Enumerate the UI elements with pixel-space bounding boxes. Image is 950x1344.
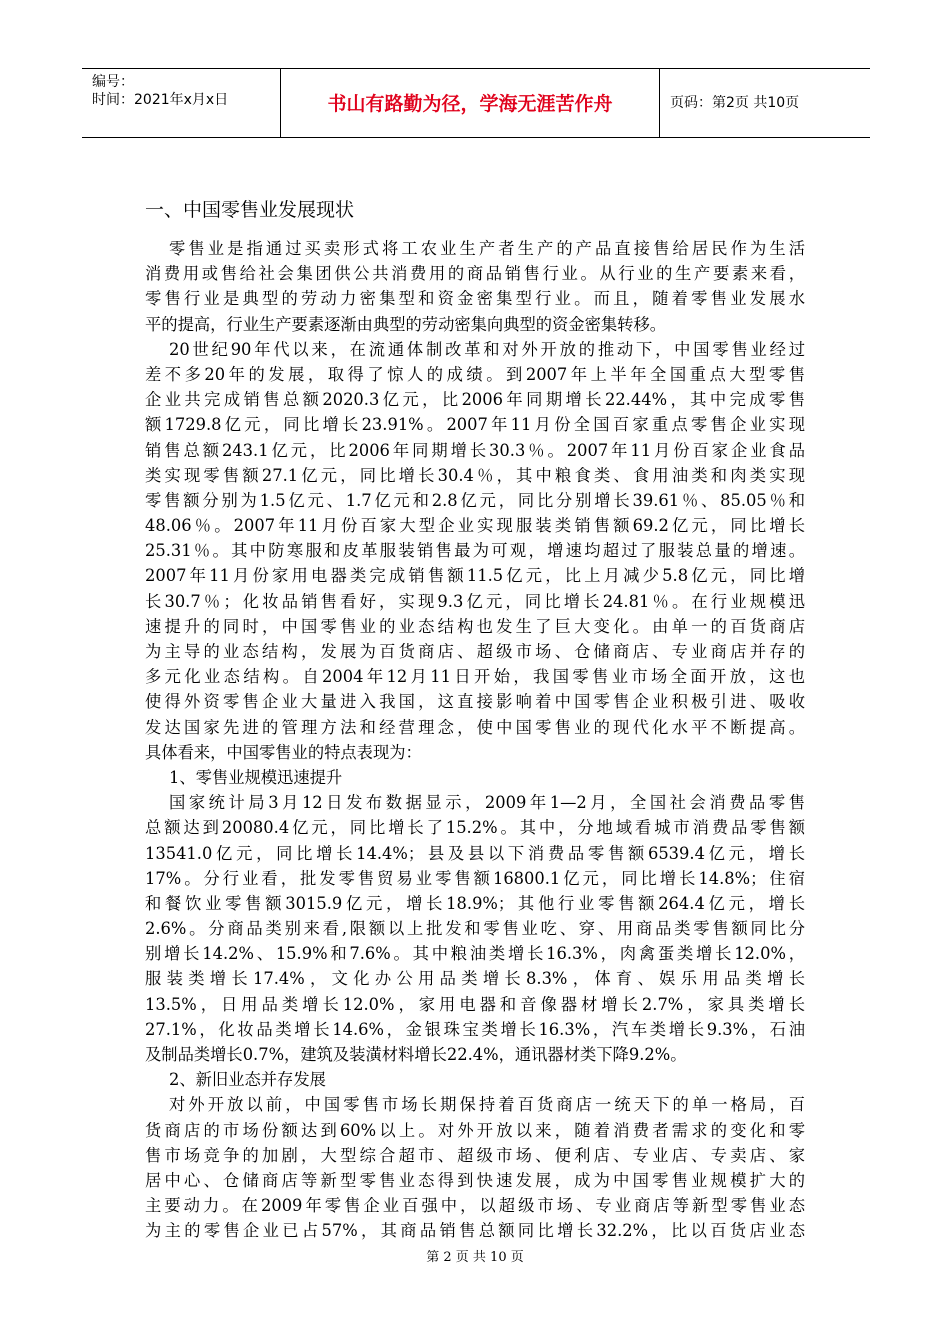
text-line: 2.6%。分商品类别来看,限额以上批发和零售业吃、穿、用商品类零售额同比分: [145, 919, 805, 939]
text-line: 零售行业是典型的劳动力密集型和资金密集型行业。而且，随着零售业发展水: [145, 289, 805, 309]
text-line: 和餐饮业零售额3015.9亿元，增长18.9%；其他行业零售额264.4亿元，增长: [145, 893, 805, 913]
text-line: 平的提高，行业生产要素逐渐由典型的劳动密集向典型的资金密集转移。: [145, 314, 667, 334]
header-left-cell: [82, 69, 281, 137]
text-line: 零售额分别为1.5亿元、1.7亿元和2.8亿元，同比分别增长39.61％、85.05％和: [145, 490, 805, 510]
text-line: 额1729.8亿元，同比增长23.91%。2007年11月份全国百家重点零售企业实现: [145, 415, 805, 435]
text-line: 企业共完成销售总额2020.3亿元，比2006年同期增长22.44%，其中完成零售: [145, 390, 805, 410]
text-line: 服装类增长17.4%，文化办公用品类增长8.3%，体育、娱乐用品类增长: [145, 969, 805, 989]
time-label: 时间：2021年x月x日: [92, 92, 229, 108]
text-line: 总额达到20080.4亿元，同比增长了15.2%。其中，分地域看城市消费品零售额: [145, 818, 805, 838]
text-line: 2007年11月份家用电器类完成销售额11.5亿元，比上月减少5.8亿元，同比增: [145, 566, 805, 586]
text-line: 差不多20年的发展，取得了惊人的成绩。到2007年上半年全国重点大型零售: [145, 364, 805, 384]
text-line: 零售业是指通过买卖形式将工农业生产者生产的产品直接售给居民作为生活: [169, 239, 805, 258]
text-line: 货商店的市场份额达到60%以上。对外开放以来，随着消费者需求的变化和零: [145, 1120, 805, 1140]
document-header: [82, 68, 870, 138]
text-line: 主要动力。在2009年零售企业百强中，以超级市场、专业商店等新型零售业态: [145, 1196, 805, 1216]
subheading: 2、新旧业态并存发展: [169, 1070, 326, 1090]
text-line: 20世纪90年代以来，在流通体制改革和对外开放的推动下，中国零售业经过: [169, 339, 805, 359]
text-line: 类实现零售额27.1亿元，同比增长30.4％，其中粮食类、食用油类和肉类实现: [145, 465, 805, 485]
text-line: 25.31％。其中防寒服和皮革服装销售最为可观，增速均超过了服装总量的增速。: [145, 541, 805, 561]
number-label: 编号：: [92, 74, 134, 90]
text-line: 具体看来，中国零售业的特点表现为：: [145, 742, 422, 762]
text-line: 售市场竞争的加剧，大型综合超市、超级市场、便利店、专业店、专卖店、家: [145, 1145, 805, 1165]
text-line: 多元化业态结构。自2004年12月11日开始，我国零售业市场全面开放，这也: [145, 667, 805, 687]
text-line: 国家统计局3月12日发布数据显示，2009年1—2月，全国社会消费品零售: [169, 793, 805, 813]
body-text: [145, 236, 805, 1244]
text-line: 消费用或售给社会集团供公共消费用的商品销售行业。从行业的生产要素来看，: [145, 264, 805, 284]
text-line: 48.06％。2007年11月份百家大型企业实现服装类销售额69.2亿元，同比增长: [145, 516, 805, 536]
text-line: 27.1%，化妆品类增长14.6%，金银珠宝类增长16.3%，汽车类增长9.3%，石油: [145, 1019, 805, 1039]
section-title: 一、中国零售业发展现状: [145, 199, 355, 221]
text-line: 及制品类增长0.7%，建筑及装潢材料增长22.4%，通讯器材类下降9.2%。: [145, 1045, 687, 1064]
text-line: 对外开放以前，中国零售市场长期保持着百货商店一统天下的单一格局，百: [169, 1095, 805, 1115]
text-line: 为主的零售企业已占57%，其商品销售总额同比增长32.2%，比以百货店业态: [145, 1221, 805, 1241]
text-line: 速提升的同时，中国零售业的业态结构也发生了巨大变化。由单一的百货商店: [145, 616, 805, 636]
text-line: 长30.7％；化妆品销售看好，实现9.3亿元，同比增长24.81％。在行业规模迅: [145, 591, 805, 611]
text-line: 13541.0亿元，同比增长14.4%；县及县以下消费品零售额6539.4亿元，增长: [145, 843, 805, 863]
subheading: 1、零售业规模迅速提升: [169, 767, 343, 787]
header-page-cell: [660, 69, 870, 137]
text-line: 销售总额243.1亿元，比2006年同期增长30.3％。2007年11月份百家企业食品: [145, 440, 805, 460]
page-footer: 第 2 页 共 10 页: [426, 1250, 524, 1265]
text-line: 居中心、仓储商店等新型零售业态得到快速发展，成为中国零售业规模扩大的: [145, 1170, 805, 1190]
header-page-info: 页码：第2页 共10页: [670, 95, 800, 111]
text-line: 别增长14.2%、15.9%和7.6%。其中粮油类增长16.3%，肉禽蛋类增长12.0%，: [145, 944, 805, 964]
text-line: 13.5%，日用品类增长12.0%，家用电器和音像器材增长2.7%，家具类增长: [145, 994, 805, 1014]
text-line: 使得外资零售企业大量进入我国，这直接影响着中国零售企业积极引进、吸收: [145, 692, 805, 712]
text-line: 为主导的业态结构，发展为百货商店、超级市场、仓储商店、专业商店并存的: [145, 642, 805, 661]
header-motto: 书山有路勤为径，学海无涯苦作舟: [327, 93, 613, 115]
text-line: 发达国家先进的管理方法和经营理念，使中国零售业的现代化水平不断提高。: [145, 717, 805, 737]
text-line: 17%。分行业看，批发零售贸易业零售额16800.1亿元，同比增长14.8%；住宿: [145, 868, 805, 888]
header-motto-cell: [281, 69, 660, 137]
